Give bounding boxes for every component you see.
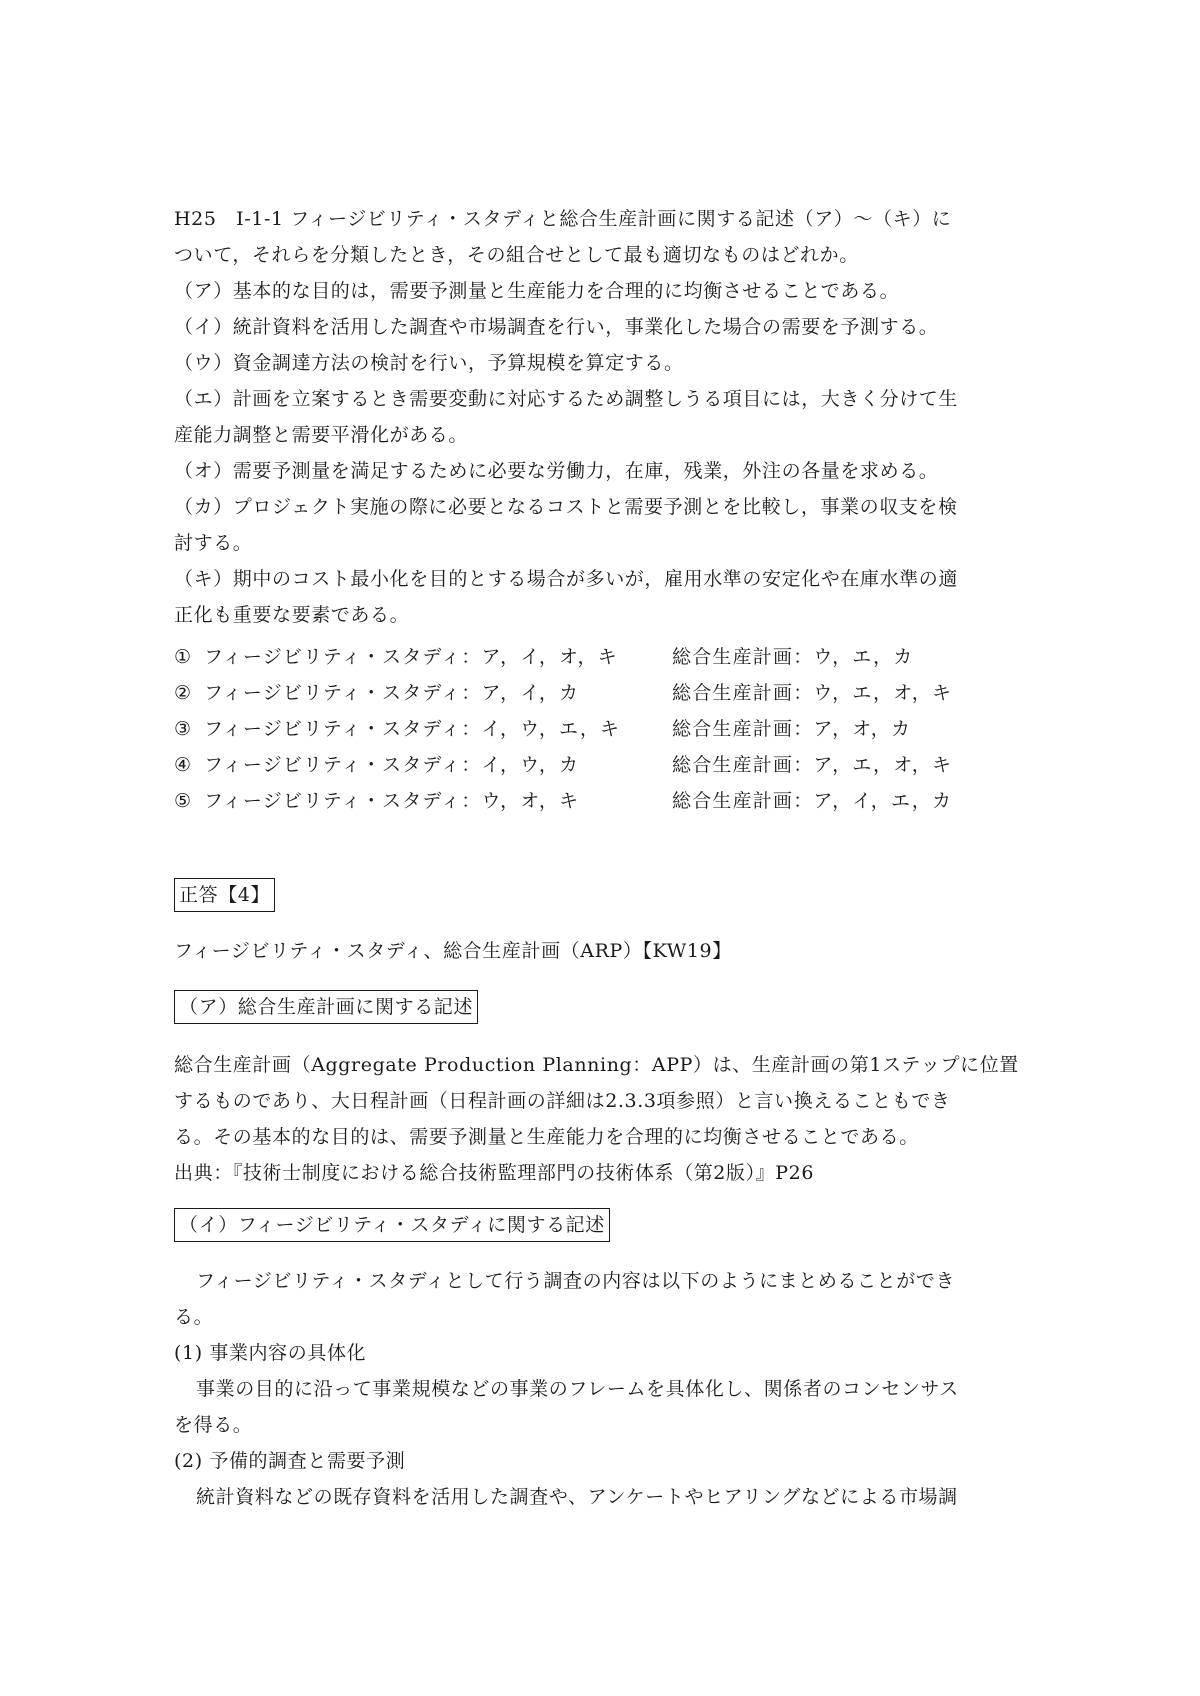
option-4-fs: フィージビリティ・スタディ：イ，ウ，カ xyxy=(204,754,580,776)
section-b-item2-title: (2) 予備的調査と需要予測 xyxy=(174,1450,406,1472)
question-line-7: 産能力調整と需要平滑化がある。 xyxy=(174,424,469,446)
option-3-label: ③ xyxy=(174,718,192,740)
option-1-fs: フィージビリティ・スタディ：ア，イ，オ，キ xyxy=(204,646,618,668)
option-4-agg: 総合生産計画：ア，エ，オ，キ xyxy=(672,754,953,776)
section-a-line-2: するものであり、大日程計画（日程計画の詳細は2.3.3項参照）と言い換えることもでき xyxy=(174,1090,951,1112)
option-3-agg: 総合生産計画：ア，オ，カ xyxy=(672,718,912,740)
question-line-10: 討する。 xyxy=(174,532,253,554)
section-b-item2-line-1: 統計資料などの既存資料を活用した調査や、アンケートやヒアリングなどによる市場調 xyxy=(196,1486,958,1508)
answer-box: 正答【4】 xyxy=(174,878,275,912)
section-b-item1-line-1: 事業の目的に沿って事業規模などの事業のフレームを具体化し、関係者のコンセンサス xyxy=(196,1378,959,1400)
option-2-label: ② xyxy=(174,682,192,704)
option-4-label: ④ xyxy=(174,754,192,776)
keywords-line: フィージビリティ・スタディ、総合生産計画（ARP）【KW19】 xyxy=(174,940,732,962)
section-b-intro-2: る。 xyxy=(174,1306,214,1328)
option-5-label: ⑤ xyxy=(174,790,192,812)
option-1-agg: 総合生産計画：ウ，エ，カ xyxy=(672,646,914,668)
option-3-fs: フィージビリティ・スタディ：イ，ウ，エ，キ xyxy=(204,718,621,740)
question-line-12: 正化も重要な要素である。 xyxy=(174,604,410,626)
option-5-agg: 総合生産計画：ア，イ，エ，カ xyxy=(672,790,953,812)
question-line-4: （イ）統計資料を活用した調査や市場調査を行い，事業化した場合の需要を予測する。 xyxy=(174,316,939,338)
section-a-line-3: る。その基本的な目的は、需要予測量と生産能力を合理的に均衡させることである。 xyxy=(174,1126,919,1148)
section-b-intro-1: フィージビリティ・スタディとして行う調査の内容は以下のようにまとめることができ xyxy=(196,1270,956,1292)
section-b-item1-line-2: を得る。 xyxy=(174,1414,253,1436)
section-a-heading: （ア）総合生産計画に関する記述 xyxy=(174,990,478,1024)
section-a-line-1: 総合生産計画（Aggregate Production Planning：APP）は、生産計画の第1ステップに位置 xyxy=(174,1054,1019,1076)
question-line-2: ついて，それらを分類したとき，その組合せとして最も適切なものはどれか。 xyxy=(174,244,859,266)
option-5-fs: フィージビリティ・スタディ：ウ，オ，キ xyxy=(204,790,580,812)
section-a-source: 出典：『技術士制度における総合技術監理部門の技術体系（第2版）』P26 xyxy=(174,1162,815,1184)
question-line-6: （エ）計画を立案するとき需要変動に対応するため調整しうる項目には，大きく分けて生 xyxy=(174,388,959,410)
question-line-11: （キ）期中のコスト最小化を目的とする場合が多いが，雇用水準の安定化や在庫水準の適 xyxy=(174,568,959,590)
question-line-5: （ウ）資金調達方法の検討を行い，予算規模を算定する。 xyxy=(174,352,684,374)
option-2-agg: 総合生産計画：ウ，エ，オ，キ xyxy=(672,682,953,704)
question-line-1: H25 Ⅰ-1-1 フィージビリティ・スタディと総合生産計画に関する記述（ア）～（キ）に xyxy=(174,208,952,230)
question-line-9: （カ）プロジェクト実施の際に必要となるコストと需要予測とを比較し，事業の収支を検 xyxy=(174,496,958,518)
section-b-item1-title: (1) 事業内容の具体化 xyxy=(174,1342,367,1364)
option-2-fs: フィージビリティ・スタディ：ア，イ，カ xyxy=(204,682,580,704)
section-b-heading: （イ）フィージビリティ・スタディに関する記述 xyxy=(174,1208,610,1242)
question-line-8: （オ）需要予測量を満足するために必要な労働力，在庫，残業，外注の各量を求める。 xyxy=(174,460,939,482)
question-line-3: （ア）基本的な目的は，需要予測量と生産能力を合理的に均衡させることである。 xyxy=(174,280,900,302)
option-1-label: ① xyxy=(174,646,192,668)
